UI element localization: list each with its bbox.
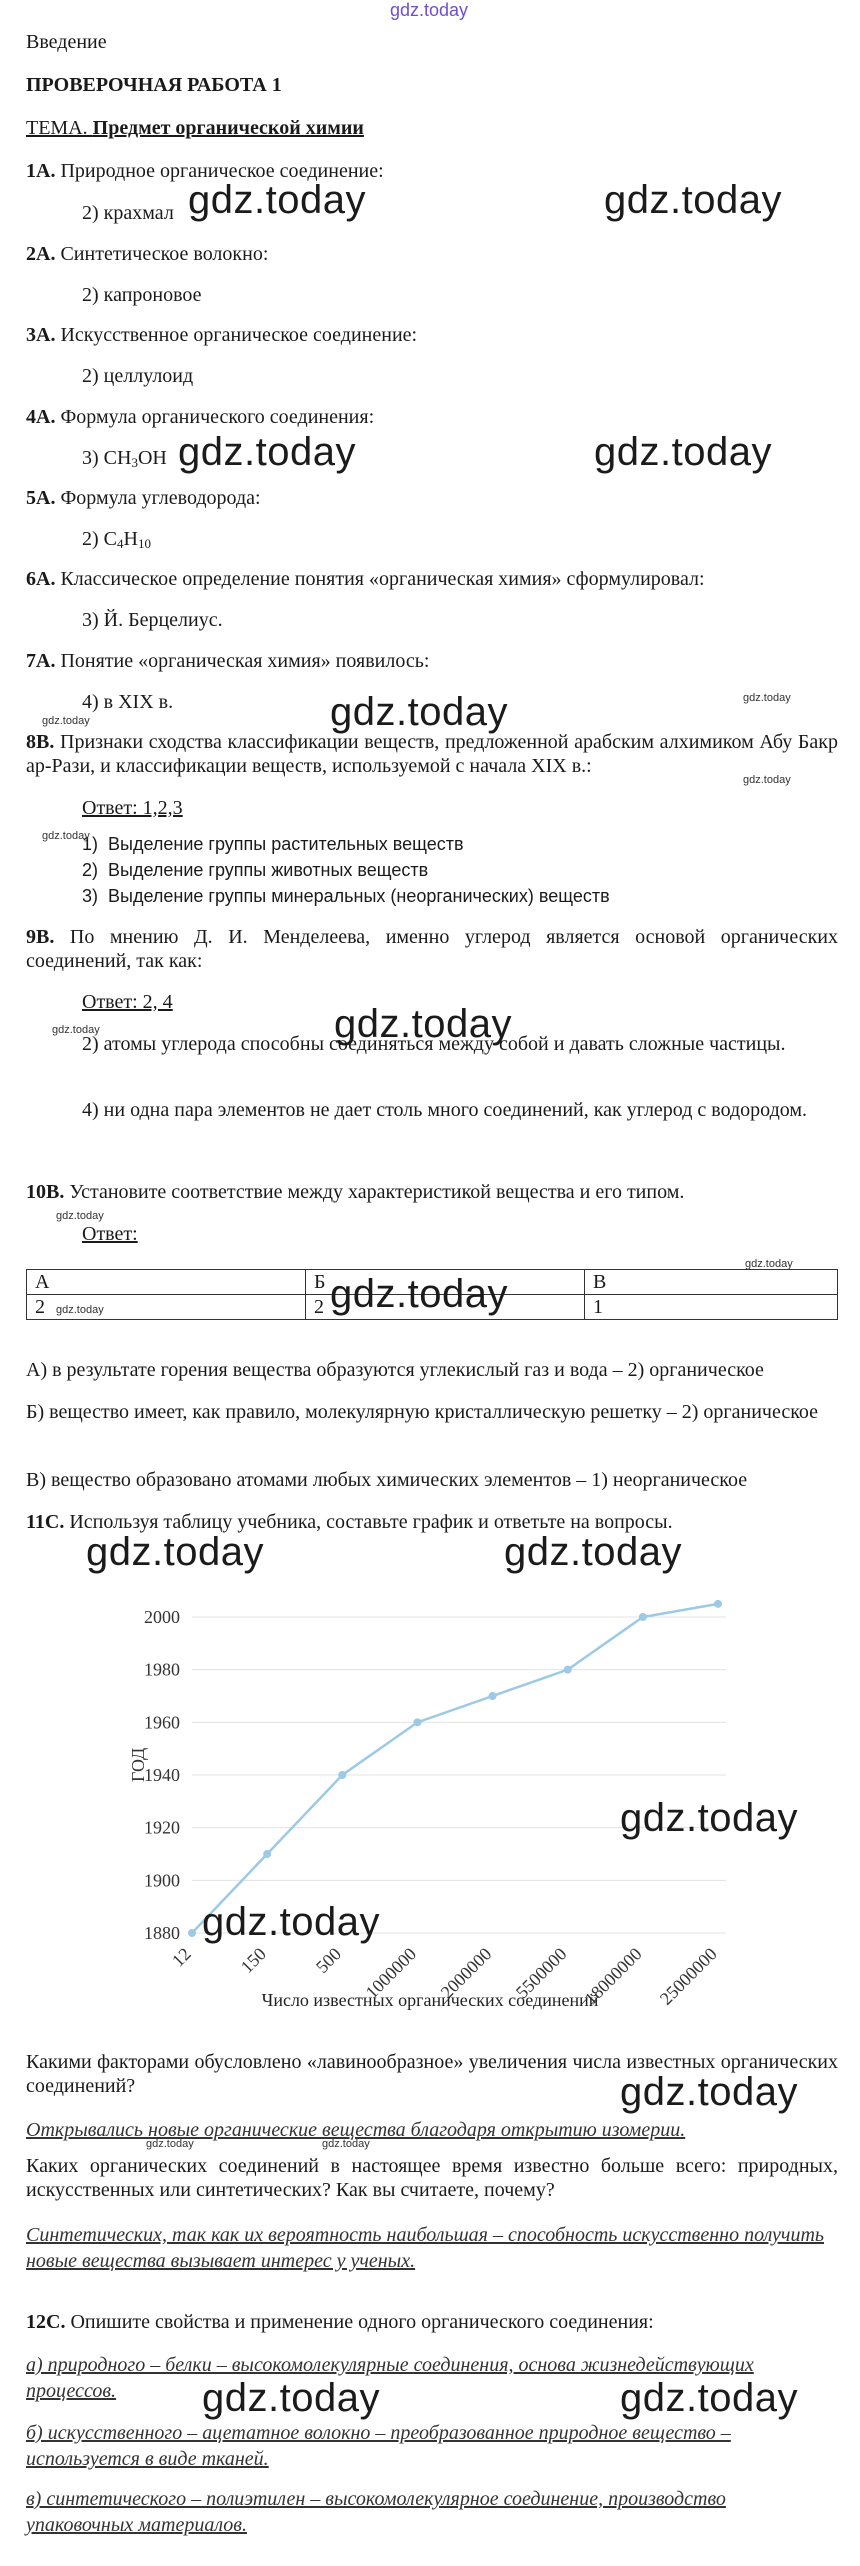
question-5 — [26, 486, 261, 510]
data-point — [564, 1666, 572, 1674]
x-tick-label: 2000000 — [436, 1943, 496, 2003]
question-7 — [26, 649, 429, 673]
watermark: gdz.today — [604, 178, 782, 222]
item-text: Выделение группы животных веществ — [108, 860, 429, 880]
formula-part: OH — [137, 447, 167, 469]
question-text: Опишите свойства и применение одного органического соединения: — [65, 2311, 654, 2333]
table-cell: 2 — [27, 1295, 306, 1320]
list-item — [82, 834, 464, 855]
question-text: Формула органического соединения: — [55, 406, 375, 428]
x-tick-label: 12 — [167, 1943, 195, 1971]
match-b: Б) вещество имеет, как правило, молекулярную кристаллическую решетку – 2) органическое — [26, 1401, 819, 1423]
formula-subscript: 10 — [137, 536, 151, 551]
watermark-small: gdz.today — [56, 1210, 104, 1222]
watermark: gdz.today — [334, 1002, 512, 1046]
question-4 — [26, 405, 374, 429]
watermark: gdz.today — [202, 2376, 380, 2420]
question-number: 12С. — [26, 2311, 66, 2333]
y-tick-label: 1980 — [144, 1659, 180, 1680]
answer-2: 2) капроновое — [82, 284, 202, 306]
watermark-small: gdz.today — [745, 1258, 793, 1270]
chart-series — [188, 1600, 722, 1937]
watermark-small: gdz.today — [743, 774, 791, 786]
table-header-cell: В — [585, 1270, 838, 1295]
question-text: Классическое определение понятия «органическая химия» сформулировал: — [55, 568, 705, 590]
answer-10-label: Ответ: — [82, 1223, 138, 1245]
watermark-small: gdz.today — [743, 692, 791, 704]
answer-5 — [82, 527, 151, 556]
item-number: 1) — [82, 834, 99, 854]
answer-1: 2) крахмал — [82, 202, 174, 224]
question-10 — [26, 1180, 684, 1204]
question-number: 10В. — [26, 1181, 65, 1203]
y-axis-label-box — [128, 1730, 148, 1790]
match-a: А) в результате горения вещества образуются углекислый газ и вода – 2) органическое — [26, 1359, 764, 1381]
topic-label: ТЕМА. — [26, 117, 93, 139]
question-text: Синтетическое волокно: — [55, 243, 269, 265]
question-text: Установите соответствие между характеристикой вещества и его типом. — [64, 1181, 685, 1203]
x-tick-label: 5500000 — [511, 1943, 571, 2003]
watermark-small: gdz.today — [146, 2138, 194, 2150]
answer-4 — [82, 446, 167, 475]
top-watermark: gdz.today — [390, 0, 469, 20]
item-number: 2) — [82, 860, 99, 880]
question-text: Используя таблицу учебника, составьте график и ответьте на вопросы. — [64, 1511, 673, 1533]
topic-name: Предмет органической химии — [92, 117, 364, 139]
question-6 — [26, 567, 705, 591]
question-number: 9В. — [26, 926, 55, 948]
page-title: ПРОВЕРОЧНАЯ РАБОТА 1 — [26, 74, 282, 96]
answer-12-a: а) природного – белки – высокомолекулярные соединения, основа жизнедействующих процессов. — [26, 2354, 754, 2402]
answer-12-c: в) синтетического – полиэтилен – высокомолекулярное соединение, производство упаковочных материалов. — [26, 2488, 726, 2536]
y-tick-label: 2000 — [144, 1607, 180, 1627]
formula-subscript: 3 — [131, 455, 138, 470]
item-text: Выделение группы растительных веществ — [108, 834, 464, 854]
watermark-small: gdz.today — [52, 1024, 100, 1036]
question-8 — [26, 730, 838, 778]
question-11-part-2: Каких органических соединений в настоящее время известно больше всего: природных, искусственных или синтетических? Как вы считаете, почему? — [26, 2155, 838, 2201]
question-12 — [26, 2310, 654, 2334]
watermark: gdz.today — [188, 178, 366, 222]
question-number: 2А. — [26, 243, 56, 265]
answer-12-b: б) искусственного – ацетатное волокно – преобразованное природное вещество – используется в виде тканей. — [26, 2422, 731, 2470]
y-tick-label: 1940 — [144, 1765, 180, 1785]
y-tick-label: 1880 — [144, 1923, 180, 1943]
y-axis-label: ГОД — [128, 1747, 148, 1782]
y-tick-label: 1900 — [144, 1870, 180, 1891]
question-number: 7А. — [26, 650, 56, 672]
table-header-cell: А — [27, 1270, 306, 1295]
formula-subscript: 4 — [117, 536, 124, 551]
x-axis-label: Число известных органических соединений — [261, 1990, 599, 2010]
watermark-small: gdz.today — [42, 830, 90, 842]
x-tick-label: 25000000 — [655, 1943, 721, 2009]
question-text: Природное органическое соединение: — [55, 160, 384, 182]
table-cell: 1 — [585, 1295, 838, 1320]
question-text: По мнению Д. И. Менделеева, именно углерод является основой органических соединений, так как: — [26, 926, 838, 972]
formula-part: 3) CH — [82, 447, 132, 469]
formula-part: H — [123, 528, 138, 550]
data-point — [338, 1771, 346, 1779]
watermark: gdz.today — [620, 2070, 798, 2114]
answer-9-option-4: 4) ни одна пара элементов не дает столь много соединений, как углерод с водородом. — [82, 1099, 808, 1121]
watermark-small: gdz.today — [322, 2138, 370, 2150]
question-2 — [26, 242, 268, 266]
watermark-small: gdz.today — [42, 715, 90, 727]
question-number: 11С. — [26, 1511, 65, 1533]
question-11-part-1: Какими факторами обусловлено «лавинообразное» увеличения числа известных органических соединений? — [26, 2051, 838, 2097]
topic-line — [26, 116, 364, 140]
answer-6: 3) Й. Берцелиус. — [82, 609, 223, 631]
question-number: 1А. — [26, 160, 56, 182]
item-number: 3) — [82, 886, 99, 906]
y-tick-label: 1960 — [144, 1712, 180, 1733]
watermark: gdz.today — [594, 430, 772, 474]
answer-9-option-2: 2) атомы углерода способны соединяться между собой и давать сложные частицы. — [82, 1033, 786, 1055]
table-cell: 2 — [306, 1295, 585, 1320]
question-text: Признаки сходства классификации веществ, предложенной арабским алхимиком Абу Бакр ар-Рази, и классификации веществ, используемой с начала XIX в.: — [26, 731, 838, 777]
y-tick-label: 1920 — [144, 1817, 180, 1838]
x-tick-label: 500 — [311, 1943, 346, 1977]
match-c: В) вещество образовано атомами любых химических элементов – 1) неорганическое — [26, 1469, 748, 1491]
watermark: gdz.today — [620, 2376, 798, 2420]
question-9 — [26, 925, 838, 973]
watermark: gdz.today — [620, 1796, 798, 1840]
table-header-cell: Б — [306, 1270, 585, 1295]
question-number: 8В. — [26, 731, 55, 753]
watermark: gdz.today — [330, 690, 508, 734]
question-number: 5А. — [26, 487, 56, 509]
watermark: gdz.today — [330, 1272, 508, 1316]
question-number: 4А. — [26, 406, 56, 428]
question-3 — [26, 323, 417, 347]
section-intro: Введение — [26, 31, 107, 53]
question-number: 6А. — [26, 568, 56, 590]
question-text: Формула углеводорода: — [55, 487, 261, 509]
x-tick-label: 150 — [236, 1943, 270, 1977]
answer-9: Ответ: 2, 4 — [82, 991, 173, 1013]
question-number: 3А. — [26, 324, 56, 346]
watermark-small: gdz.today — [56, 1304, 104, 1316]
item-text: Выделение группы минеральных (неорганических) веществ — [108, 886, 610, 906]
list-item — [82, 860, 428, 881]
watermark: gdz.today — [178, 430, 356, 474]
y-axis-ticks — [144, 1607, 180, 1943]
question-text: Понятие «органическая химия» появилось: — [55, 650, 430, 672]
chart-grid — [192, 1617, 726, 1933]
question-text: Искусственное органическое соединение: — [55, 324, 418, 346]
watermark: gdz.today — [202, 1900, 380, 1944]
answer-11-part-1: Открывались новые органические вещества благодаря открытию изомерии. — [26, 2119, 686, 2141]
answer-7: 4) в XIX в. — [82, 691, 174, 713]
data-point — [714, 1600, 722, 1608]
answer-11-part-2: Синтетических, так как их вероятность наибольшая – способность искусственно получить новые вещества вызывает интерес у ученых. — [26, 2224, 824, 2272]
data-point — [639, 1613, 647, 1621]
data-point — [188, 1929, 196, 1937]
watermark: gdz.today — [86, 1530, 264, 1574]
list-item — [82, 886, 610, 907]
data-point — [489, 1692, 497, 1700]
watermark: gdz.today — [504, 1530, 682, 1574]
formula-part: 2) C — [82, 528, 117, 550]
data-point — [413, 1718, 421, 1726]
x-tick-label: 1000000 — [361, 1943, 421, 2003]
series-line — [192, 1604, 718, 1933]
answer-3: 2) целлулоид — [82, 365, 194, 387]
answer-8: Ответ: 1,2,3 — [82, 797, 183, 819]
x-tick-label: 18000000 — [580, 1943, 646, 2009]
data-point — [263, 1850, 271, 1858]
